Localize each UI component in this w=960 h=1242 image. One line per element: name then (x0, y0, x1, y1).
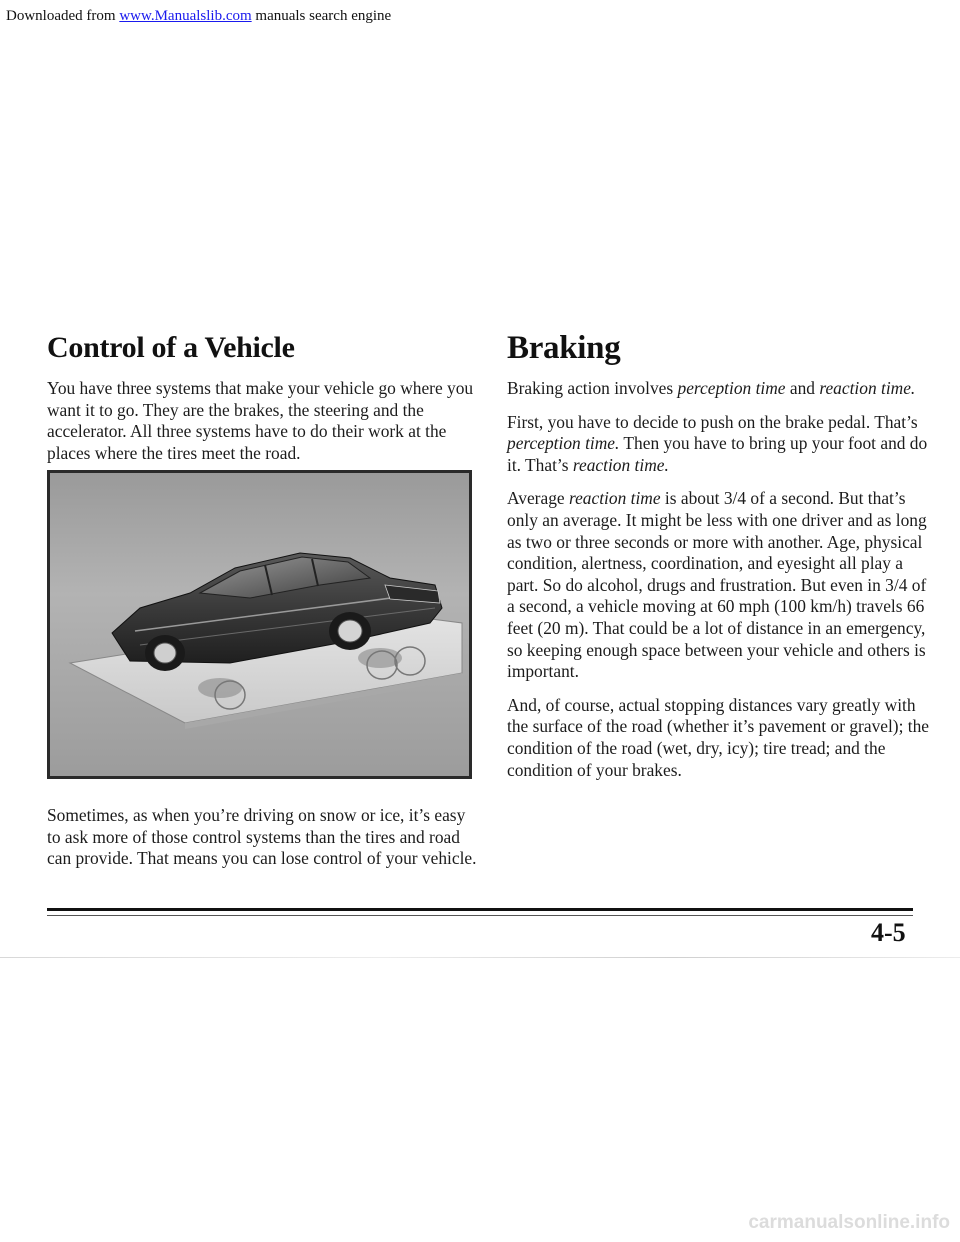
car-illustration (50, 473, 469, 776)
vehicle-on-road-illustration (47, 470, 472, 779)
braking-title: Braking (507, 330, 621, 366)
right-column (507, 330, 937, 793)
control-of-vehicle-title: Control of a Vehicle (47, 331, 295, 364)
control-intro-paragraph: You have three systems that make your vehicle go where you want it to go. They are the brakes, the steering and the accelerator. All three systems have to do their work at the places where the tires meet the road. (47, 378, 474, 463)
braking-paragraph-2: First, you have to decide to push on the brake pedal. That’s perception time. Then you have to bring up your foot and do it. That’s reaction time. (507, 411, 928, 475)
page-number: 4-5 (871, 918, 906, 947)
control-warning-paragraph: Sometimes, as when you’re driving on snow or ice, it’s easy to ask more of those control systems than the tires and road can provide. That means you can lose control of your vehicle. (47, 805, 477, 869)
header-prefix: Downloaded from (6, 8, 116, 24)
braking-paragraph-3: Average reaction time is about 3/4 of a second. But that’s only an average. It might be less with one driver and as long as two or three seconds or more with another. Age, physical condition, alertness, coordination, and eyesight all play a part. So do alcohol, drugs and frustration. But even in 3/4 of a second, a vehicle moving at 60 mph (100 km/h) travels 66 feet (20 m). That could be a lot of distance in an emergency, so keeping enough space between your vehicle and others is important. (507, 488, 927, 682)
left-column (47, 330, 477, 476)
braking-paragraph-4: And, of course, actual stopping distances vary greatly with the surface of the road (whether it’s pavement or gravel); the condition of the road (wet, dry, icy); tire tread; and the condition of your brakes. (507, 694, 930, 780)
manualslib-link[interactable]: www.Manualslib.com (119, 8, 252, 24)
footer-rule-thin (47, 915, 913, 916)
watermark: carmanualsonline.info (748, 1212, 950, 1233)
left-bottom-text (47, 805, 477, 882)
download-header (6, 8, 391, 25)
scan-edge-line (0, 957, 960, 958)
braking-paragraph-1: Braking action involves perception time and reaction time. (507, 378, 916, 398)
footer-rule-thick (47, 908, 913, 911)
header-suffix: manuals search engine (255, 8, 392, 24)
